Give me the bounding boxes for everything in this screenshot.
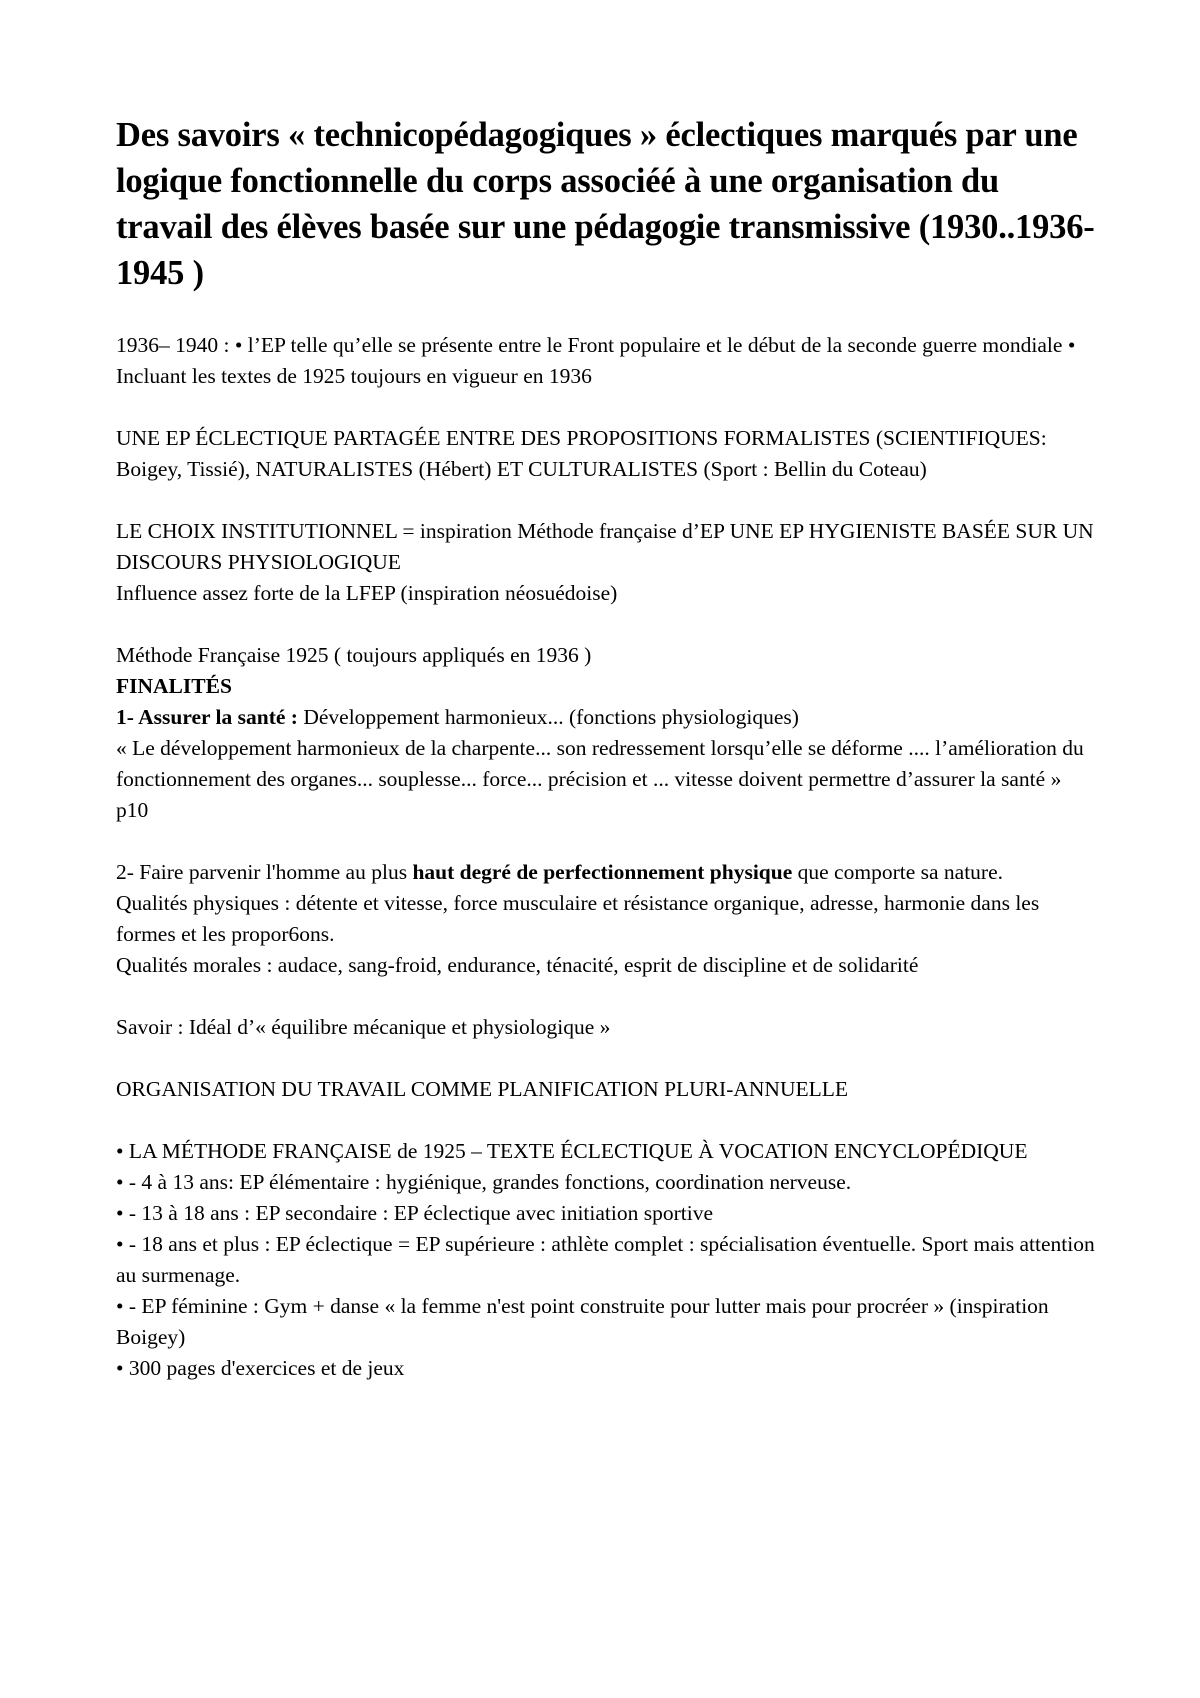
influence-text: Influence assez forte de la LFEP (inspiration néosuédoise)	[116, 581, 618, 605]
bullet-item: • 300 pages d'exercices et de jeux	[116, 1356, 405, 1380]
finalite-1-quote: « Le développement harmonieux de la charpente... son redressement lorsqu’elle se déforme .... l’amélioration du fonctionnement des organes... souplesse... force... précision et ... vitesse doivent permettre d’assurer la santé » p10	[116, 736, 1084, 822]
finalite-2-prefix: 2- Faire parvenir l'homme au plus	[116, 860, 413, 884]
eclectique-paragraph: UNE EP ÉCLECTIQUE PARTAGÉE ENTRE DES PROPOSITIONS FORMALISTES (SCIENTIFIQUES: Boigey, Tissié), NATURALISTES (Hébert) ET CULTURALISTES (Sport : Bellin du Coteau)	[116, 426, 1047, 481]
intro-paragraph: 1936– 1940 : • l’EP telle qu’elle se présente entre le Front populaire et le début de la seconde guerre mondiale • Incluant les textes de 1925 toujours en vigueur en 1936	[116, 333, 1076, 388]
bullet-item: • - EP féminine : Gym + danse « la femme n'est point construite pour lutter mais pour procréer » (inspiration Boigey)	[116, 1294, 1049, 1349]
bullet-item: • - 18 ans et plus : EP éclectique = EP supérieure : athlète complet : spécialisation éventuelle. Sport mais attention au surmenage.	[116, 1232, 1095, 1287]
bullet-item: • - 4 à 13 ans: EP élémentaire : hygiénique, grandes fonctions, coordination nerveuse.	[116, 1170, 852, 1194]
finalite-2-section	[116, 857, 1096, 981]
finalite-1	[116, 702, 1096, 733]
methode-heading: Méthode Française 1925 ( toujours appliqués en 1936 )	[116, 643, 592, 667]
finalite-2-bold: haut degré de perfectionnement physique	[412, 860, 793, 884]
finalite-1-label: 1- Assurer la santé :	[116, 705, 298, 729]
bullet-item: • - 13 à 18 ans : EP secondaire : EP éclectique avec initiation sportive	[116, 1201, 714, 1225]
methode-bullets	[116, 1136, 1096, 1384]
qualites-morales: Qualités morales : audace, sang-froid, endurance, ténacité, esprit de discipline et de solidarité	[116, 953, 919, 977]
document-title: Des savoirs « technicopédagogiques » éclectiques marqués par une logique fonctionnelle du corps associéé à une organisation du travail des élèves basée sur une pédagogie transmissive (1930..1936-1945 )	[116, 116, 1095, 292]
organisation-paragraph: ORGANISATION DU TRAVAIL COMME PLANIFICATION PLURI-ANNUELLE	[116, 1077, 848, 1101]
choix-text: LE CHOIX INSTITUTIONNEL = inspiration Méthode française d’EP UNE EP HYGIENISTE BASÉE SUR UN DISCOURS PHYSIOLOGIQUE	[116, 519, 1094, 574]
document-page	[116, 112, 1096, 1384]
choix-institutionnel-paragraph	[116, 516, 1096, 609]
finalite-2-suffix: que comporte sa nature.	[792, 860, 1004, 884]
bullet-item: • LA MÉTHODE FRANÇAISE de 1925 – TEXTE ÉCLECTIQUE À VOCATION ENCYCLOPÉDIQUE	[116, 1139, 1028, 1163]
finalite-2	[116, 857, 1096, 888]
finalite-1-text: Développement harmonieux... (fonctions physiologiques)	[297, 705, 799, 729]
methode-francaise-section	[116, 640, 1096, 826]
finalites-heading: FINALITÉS	[116, 674, 232, 698]
qualites-physiques: Qualités physiques : détente et vitesse, force musculaire et résistance organique, adresse, harmonie dans les formes et les propor6ons.	[116, 891, 1040, 946]
savoir-paragraph: Savoir : Idéal d’« équilibre mécanique et physiologique »	[116, 1015, 611, 1039]
